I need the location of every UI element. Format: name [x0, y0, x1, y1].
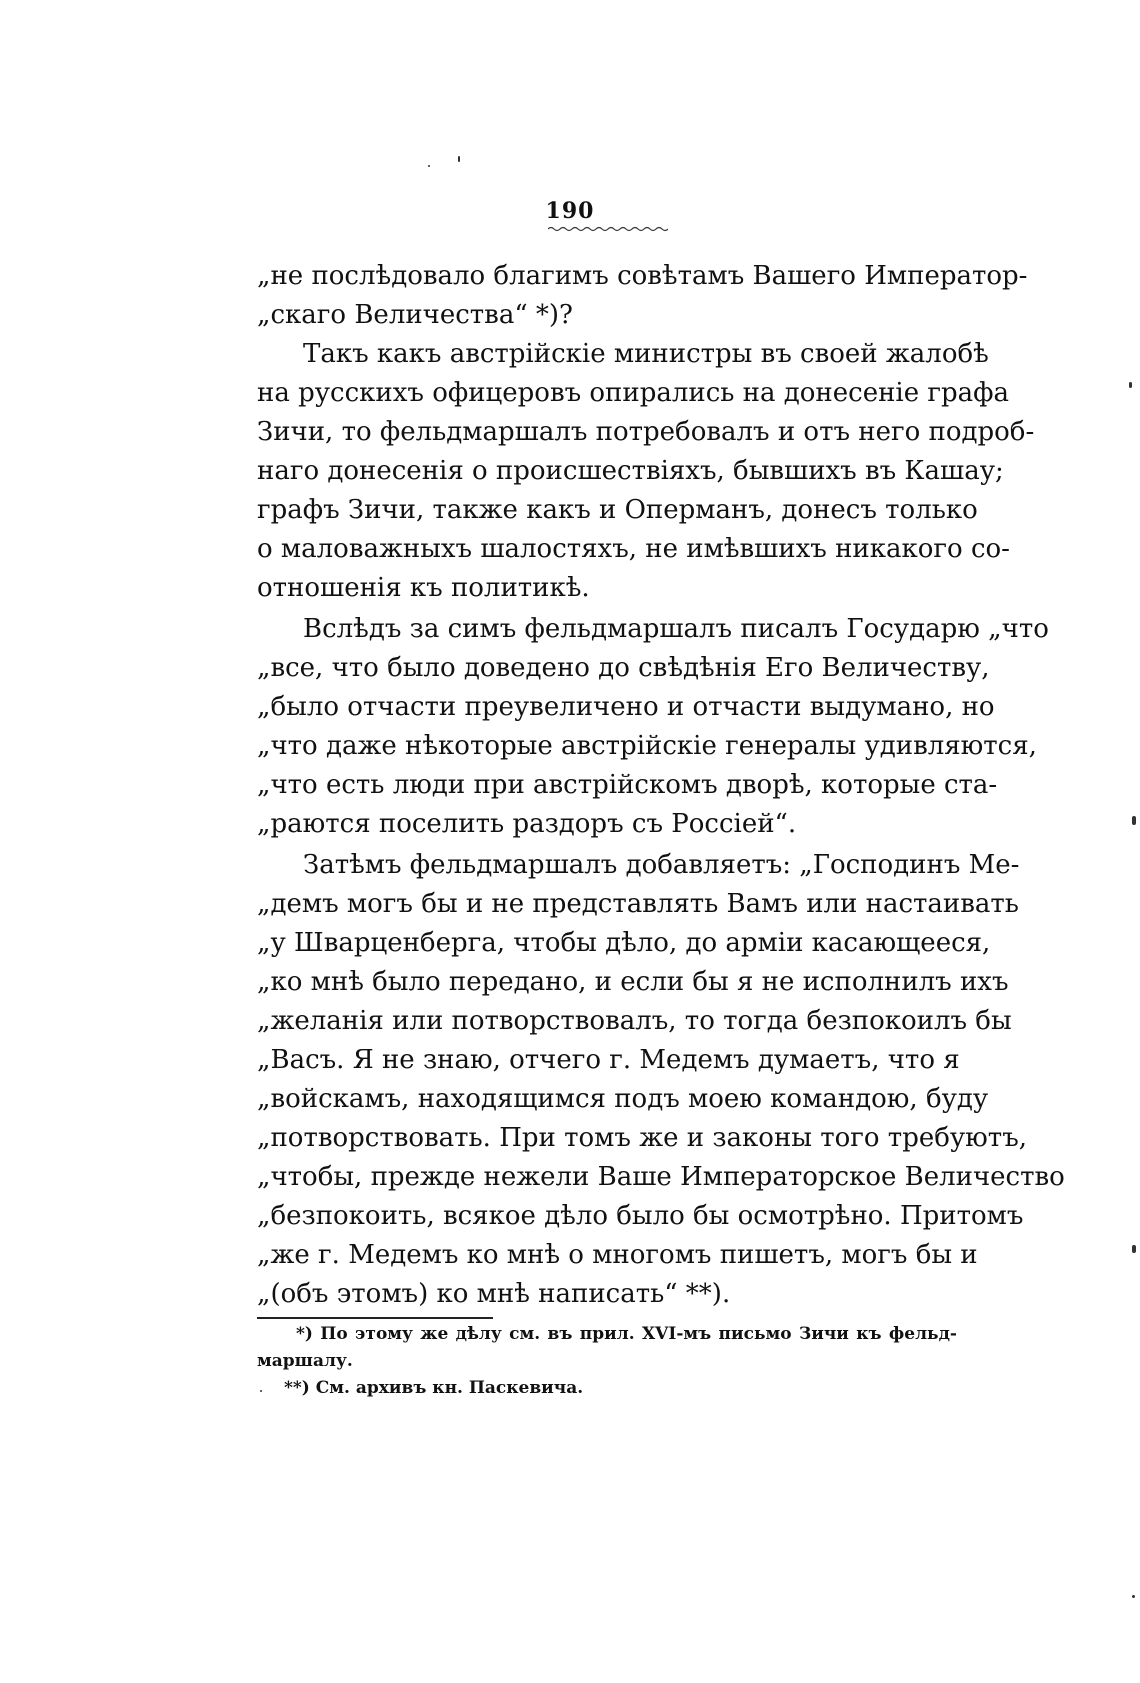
text-line: графъ Зичи, также какъ и Оперманъ, донесъ только — [257, 495, 978, 525]
text-line: на русскихъ офицеровъ опирались на донесеніе графа — [257, 378, 1010, 408]
footnote-second: **) См. архивъ кн. Паскевича. — [284, 1378, 584, 1398]
text-line: „демъ могъ бы и не представлять Вамъ или настаивать — [257, 889, 1019, 919]
text-line: „войскамъ, находящимся подъ моею командою, буду — [257, 1084, 989, 1114]
text-line: „ко мнѣ было передано, и если бы я не исполнилъ ихъ — [257, 967, 1009, 997]
scan-speck — [1132, 1245, 1136, 1253]
text-line: отношенія къ политикѣ. — [257, 573, 590, 603]
scan-speck — [1129, 382, 1132, 388]
text-line: „все, что было доведено до свѣдѣнія Его Величеству, — [257, 653, 990, 683]
scan-speck — [1132, 816, 1136, 825]
text-line: Вслѣдъ за симъ фельдмаршалъ писалъ Государю „что — [303, 614, 1049, 644]
text-line: „Васъ. Я не знаю, отчего г. Медемъ думаетъ, что я — [257, 1045, 960, 1075]
scan-speck — [260, 1390, 262, 1392]
scan-speck — [428, 165, 430, 167]
footnote-divider — [257, 1317, 493, 1319]
text-line: наго донесенія о происшествіяхъ, бывшихъ въ Кашау; — [257, 456, 1004, 486]
text-line: „скаго Величества“ *)? — [257, 300, 573, 330]
scan-speck — [458, 156, 460, 162]
text-line: „желанія или потворствовалъ, то тогда безпокоилъ бы — [257, 1006, 1012, 1036]
page-number: 190 — [545, 198, 595, 224]
footnote-first-line1: *) По этому же дѣлу см. въ прил. XVI-мъ письмо Зичи къ фельд- — [296, 1324, 957, 1344]
text-line: о маловажныхъ шалостяхъ, не имѣвшихъ никакого со- — [257, 534, 1010, 564]
text-line: „чтобы, прежде нежели Ваше Императорское Величество — [257, 1162, 1065, 1192]
text-line: „не послѣдовало благимъ совѣтамъ Вашего Император- — [257, 261, 1028, 291]
text-line: „(объ этомъ) ко мнѣ написать“ **). — [257, 1279, 731, 1309]
scan-speck — [1132, 1595, 1135, 1598]
text-line: „было отчасти преувеличено и отчасти выдумано, но — [257, 692, 995, 722]
text-line: Затѣмъ фельдмаршалъ добавляетъ: „Господинъ Ме- — [303, 850, 1020, 880]
footnote-first-line2: маршалу. — [257, 1351, 353, 1371]
text-line: „что даже нѣкоторые австрійскіе генералы удивляются, — [257, 731, 1037, 761]
text-line: Зичи, то фельдмаршалъ потребовалъ и отъ него подроб- — [257, 417, 1035, 447]
text-line: „раются поселить раздоръ съ Россіей“. — [257, 809, 797, 839]
text-line: „потворствовать. При томъ же и законы того требуютъ, — [257, 1123, 1027, 1153]
text-line: „же г. Медемъ ко мнѣ о многомъ пишетъ, могъ бы и — [257, 1240, 978, 1270]
text-line: „у Шварценберга, чтобы дѣло, до арміи касающееся, — [257, 928, 991, 958]
text-line: „что есть люди при австрійскомъ дворѣ, которые ста- — [257, 770, 998, 800]
page-number-wavy-rule — [548, 226, 668, 232]
text-line: „безпокоить, всякое дѣло было бы осмотрѣно. Притомъ — [257, 1201, 1024, 1231]
text-line: Такъ какъ австрійскіе министры въ своей жалобѣ — [303, 339, 989, 369]
